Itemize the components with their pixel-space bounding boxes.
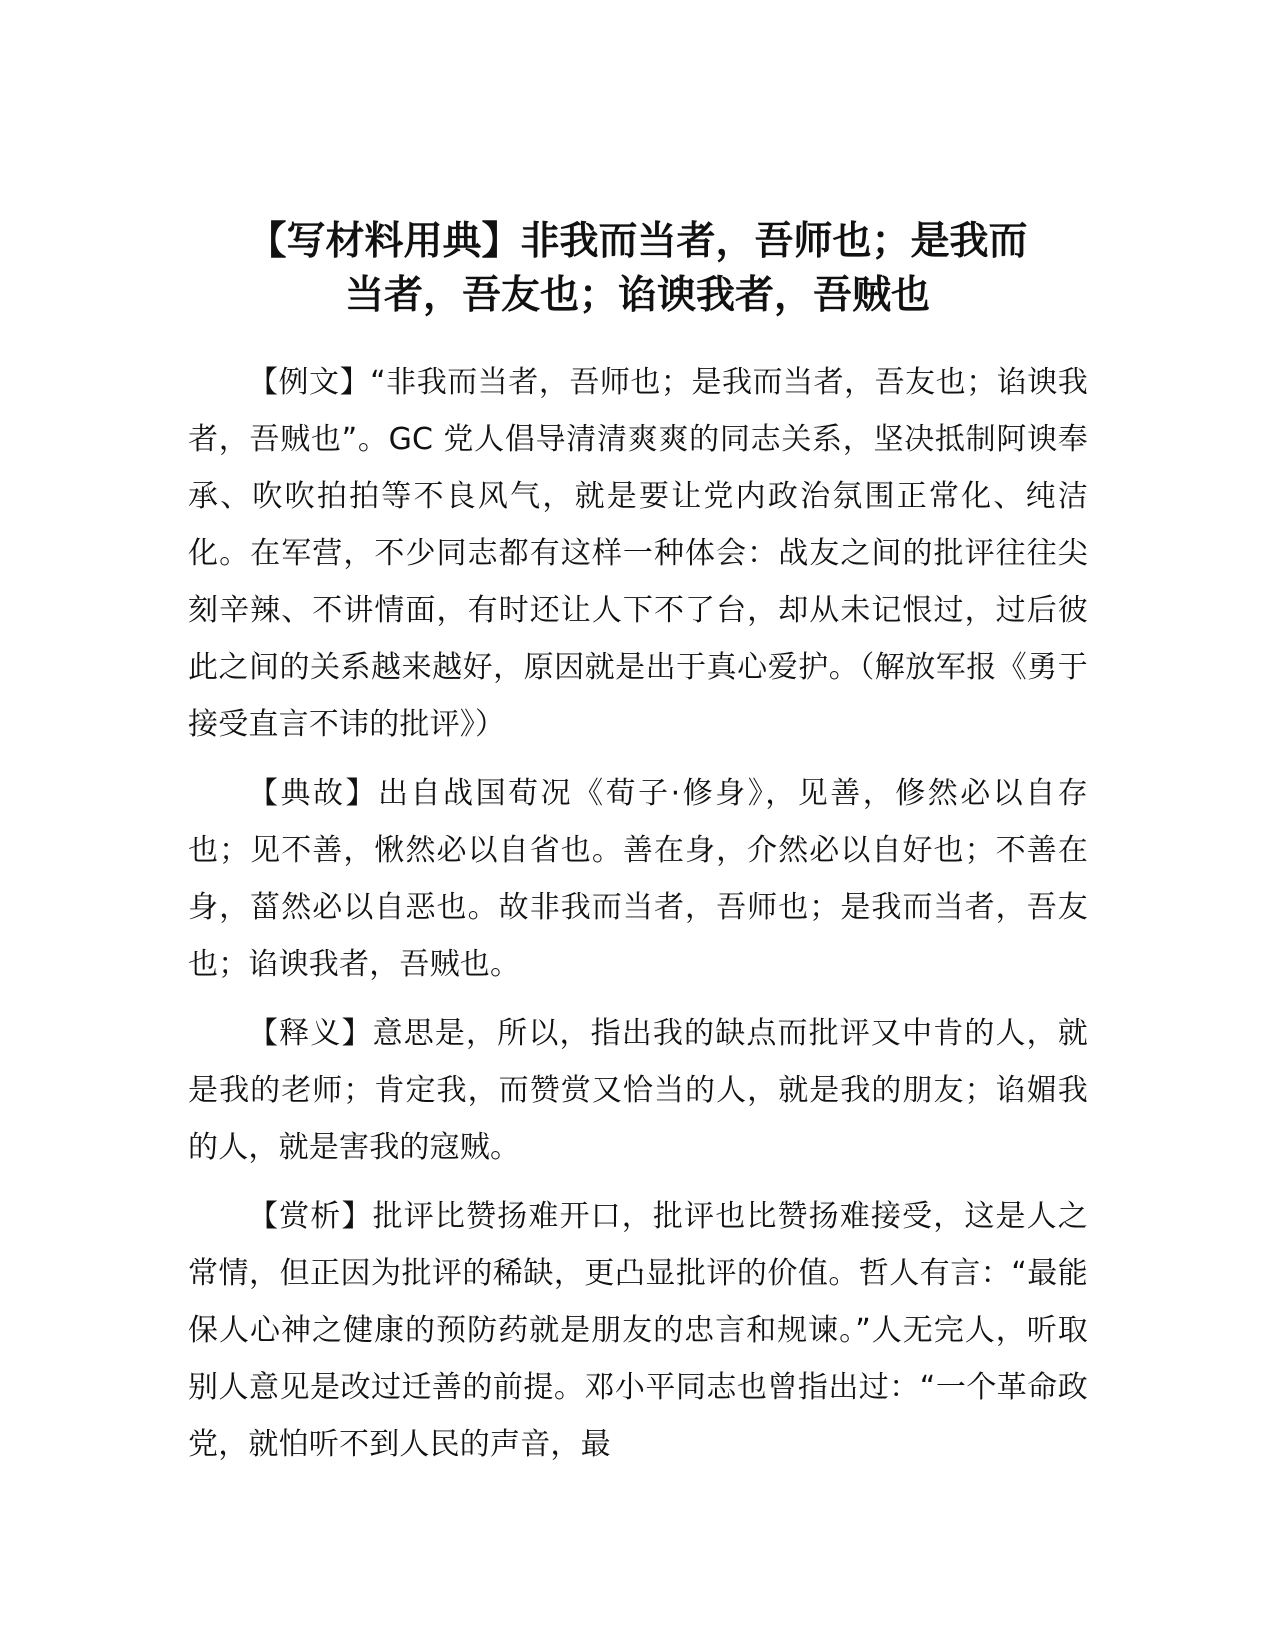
paragraph-allusion: 【典故】出自战国荀况《荀子·修身》，见善，修然必以自存也；见不善，愀然必以自省也。善在身，介然必以自好也；不善在身，菑然必以自恶也。故非我而当者，吾师也；是我而当者，吾友也；谄谀我者，吾贼也。: [188, 776, 1088, 982]
title-line-2: 当者，吾友也；谄谀我者，吾贼也: [344, 273, 930, 318]
paragraph-interpretation: 【释义】意思是，所以，指出我的缺点而批评又中肯的人，就是我的老师；肯定我，而赞赏又恰当的人，就是我的朋友；谄媚我的人，就是害我的寇贼。: [188, 1016, 1088, 1165]
page-title: [175, 215, 1100, 323]
document-body: [188, 354, 1088, 1485]
title-line-1: 【写材料用典】非我而当者，吾师也；是我而: [247, 219, 1028, 264]
paragraph-appreciation: 【赏析】批评比赞扬难开口，批评也比赞扬难接受，这是人之常情，但正因为批评的稀缺，更凸显批评的价值。哲人有言：“最能保人心神之健康的预防药就是朋友的忠言和规谏。”人无完人，听取别人意见是改过迁善的前提。邓小平同志也曾指出过：“一个革命政党，就怕听不到人民的声音，最: [188, 1199, 1088, 1462]
paragraph-example: 【例文】“非我而当者，吾师也；是我而当者，吾友也；谄谀我者，吾贼也”。GC 党人倡导清清爽爽的同志关系，坚决抵制阿谀奉承、吹吹拍拍等不良风气，就是要让党内政治氛围正常化、纯洁化。在军营，不少同志都有这样一种体会：战友之间的批评往往尖刻辛辣、不讲情面，有时还让人下不了台，却从未记恨过，过后彼此之间的关系越来越好，原因就是出于真心爱护。（解放军报《勇于接受直言不讳的批评》）: [188, 365, 1088, 742]
